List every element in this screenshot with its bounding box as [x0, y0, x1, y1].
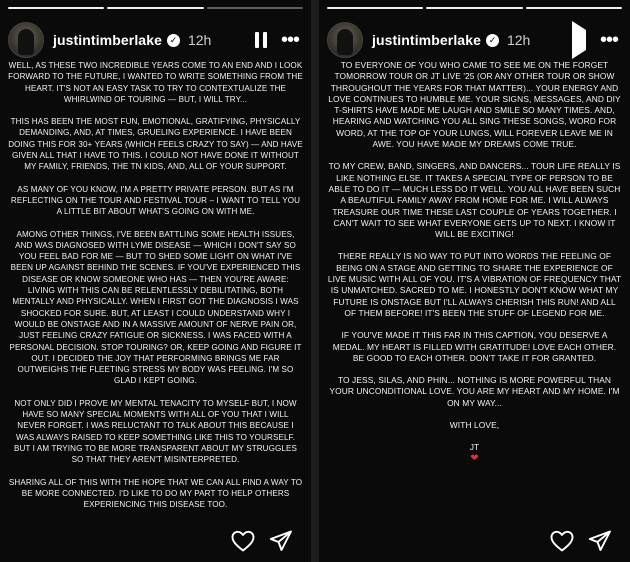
signature: JT [469, 442, 480, 453]
share-send-icon[interactable] [269, 530, 293, 552]
caption-paragraph: TO EVERYONE OF YOU WHO CAME TO SEE ME ON THE FORGET TOMORROW TOUR OR JT LIVE '25 (OR ANY OTHER TOUR OR SHOW THROUGHOUT THE YEARS FOR THAT MATTER)... YOUR ENERGY AND LOVE CONTINUES TO HUMBLE ME. YOUR SIGNS, MESSAGES, AND DIY T-SHIRTS HAVE MADE ME LAUGH AND SMILE SO MANY TIMES. AND, HEARING AND WATCHING YOU ALL SING THESE SONGS, WORD FOR WORD, AT THE TOP OF YOUR LUNGS, WILL FOREVER LEAVE ME IN AWE. YOU HAVE MADE MY DREAMS COME TRUE. [328, 60, 621, 150]
progress-segment [8, 7, 104, 9]
progress-segment [207, 7, 303, 9]
progress-segment [107, 7, 203, 9]
post-time: 12h [187, 32, 212, 48]
red-heart-icon: ❤ [470, 452, 479, 464]
post-time: 12h [506, 32, 531, 48]
story-actions [231, 530, 293, 552]
caption-paragraph: THIS HAS BEEN THE MOST FUN, EMOTIONAL, GRATIFYING, PHYSICALLY DEMANDING, AND, AT TIMES, GRUELING EXPERIENCE. I HAVE BEEN DOING THIS FOR 30+ YEARS (WHICH FEELS CRAZY TO SAY) — AND HAVE GIVEN ALL THAT I HAVE TO THIS. I COULD NOT HAVE DONE IT WITHOUT MY FAMILY, FRIENDS, THE TN KIDS, AND, ALL OF YOUR SUPPORT. [8, 117, 303, 172]
story-caption [8, 60, 303, 521]
story-header [8, 22, 303, 58]
caption-paragraph: THERE REALLY IS NO WAY TO PUT INTO WORDS THE FEELING OF BEING ON A STAGE AND GETTING TO SHARE THE EXPERIENCE OF LIVE MUSIC WITH ALL OF YOU. IT'S A VIBRATION OF FREQUENCY THAT IS UNMATCHED. SACRED TO ME. I HONESTLY DON'T KNOW WHAT MY FUTURE IS ONSTAGE BUT I'LL ALWAYS CHERISH THIS RUN! AND ALL OF THEM BEFORE! IT'S BEEN THE STUFF OF LEGEND FOR ME. [327, 251, 622, 318]
caption-paragraph: TO MY CREW, BAND, SINGERS, AND DANCERS... TOUR LIFE REALLY IS LIKE NOTHING ELSE. IT TAKES A SPECIAL TYPE OF PERSON TO BE ABLE TO DO IT — MUCH LESS DO IT WELL. YOU ALL HAVE BEEN SUCH A BEAUTIFUL FAMILY AWAY FROM HOME FOR ME. I WILL ALWAYS TREASURE OUR TIME THESE LAST COUPLE OF YEARS TOGETHER. I CAN'T WAIT TO SEE WHAT EVERYONE GETS UP TO NEXT. I KNOW IT WILL BE EXCITING! [328, 161, 621, 240]
progress-segment [526, 7, 622, 9]
share-send-icon[interactable] [588, 530, 612, 552]
username[interactable]: justintimberlake [372, 32, 481, 48]
verified-badge-icon: ✓ [486, 34, 499, 47]
story-caption [327, 60, 622, 464]
more-options-icon[interactable]: ••• [599, 29, 618, 51]
like-heart-icon[interactable] [550, 530, 574, 552]
caption-paragraph: NOT ONLY DID I PROVE MY MENTAL TENACITY TO MYSELF BUT, I NOW HAVE SO MANY SPECIAL MOMENTS WITH ALL OF YOU THAT I WILL NEVER FORGET. I WAS RELUCTANT TO TALK ABOUT THIS BECAUSE I WAS ALWAYS RAISED TO KEEP SOMETHING LIKE THIS TO YOURSELF. BUT I AM TRYING TO BE MORE TRANSPARENT ABOUT MY STRUGGLES SO THAT THEY AREN'T MISINTERPRETED. [13, 398, 298, 465]
username[interactable]: justintimberlake [53, 32, 162, 48]
caption-paragraph: AS MANY OF YOU KNOW, I'M A PRETTY PRIVATE PERSON. BUT AS I'M REFLECTING ON THE TOUR AND FESTIVAL TOUR – I WANT TO TELL YOU A LITTLE BIT ABOUT WHAT'S GOING ON WITH ME. [10, 184, 301, 217]
avatar[interactable] [8, 22, 44, 58]
story-actions [550, 530, 612, 552]
story-panel-left [0, 0, 311, 562]
progress-segment [327, 7, 423, 9]
like-heart-icon[interactable] [231, 530, 255, 552]
progress-segment [426, 7, 522, 9]
caption-signoff: WITH LOVE, [449, 420, 500, 431]
story-progress-bar [327, 7, 622, 9]
story-progress-bar [8, 7, 303, 9]
caption-paragraph: WELL, AS THESE TWO INCREDIBLE YEARS COME TO AN END AND I LOOK FORWARD TO THE FUTURE, I WANTED TO WRITE SOMETHING FROM THE HEART. IT'S NOT AN EASY TASK TO TRY TO CONTEXTUALIZE THE WHIRLWIND OF TOURING — BUT, I WILL TRY... [8, 61, 303, 104]
story-panel-right [319, 0, 630, 562]
caption-paragraph: TO JESS, SILAS, AND PHIN... NOTHING IS MORE POWERFUL THAN YOUR UNCONDITIONAL LOVE. YOU ARE MY HEART AND MY HOME. I'M ON MY WAY... [329, 375, 620, 408]
caption-paragraph: IF YOU'VE MADE IT THIS FAR IN THIS CAPTION, YOU DESERVE A MEDAL. MY HEART IS FILLED WITH GRATITUDE! LOVE EACH OTHER. BE GOOD TO EACH OTHER. DON'T TAKE IT FOR GRANTED. [332, 330, 617, 363]
story-header [327, 22, 622, 58]
caption-paragraph: AMONG OTHER THINGS, I'VE BEEN BATTLING SOME HEALTH ISSUES, AND WAS DIAGNOSED WITH LYME DISEASE — WHICH I DON'T SAY SO YOU FEEL BAD FOR ME — BUT TO SHED SOME LIGHT ON WHAT I'VE BEEN UP AGAINST BEHIND THE SCENES. IF YOU'VE EXPERIENCED THIS DISEASE OR KNOW SOMEONE WHO HAS — THEN YOU'RE AWARE: LIVING WITH THIS CAN BE RELENTLESSLY DEBILITATING, BOTH MENTALLY AND PHYSICALLY. WHEN I FIRST GOT THE DIAGNOSIS I WAS SHOCKED FOR SURE. BUT, AT LEAST I COULD UNDERSTAND WHY I WOULD BE ONSTAGE AND IN A MASSIVE AMOUNT OF NERVE PAIN OR, JUST FEELING CRAZY FATIGUE OR SICKNESS. I WAS FACED WITH A PERSONAL DECISION. STOP TOURING? OR, KEEP GOING AND FIGURE IT OUT. I DECIDED THE JOY THAT PERFORMING BRINGS ME FAR OUTWEIGHS THE FLEETING STRESS MY BODY WAS FEELING. I'M SO GLAD I KEPT GOING. [9, 229, 302, 386]
story-divider [311, 0, 319, 562]
caption-paragraph: SHARING ALL OF THIS WITH THE HOPE THAT WE CAN ALL FIND A WAY TO BE MORE CONNECTED. I'D LIKE TO DO MY PART TO HELP OTHERS EXPERIENCING THIS DISEASE TOO. [8, 477, 303, 510]
avatar[interactable] [327, 22, 363, 58]
play-icon[interactable] [572, 31, 586, 49]
pause-icon[interactable] [255, 32, 267, 48]
more-options-icon[interactable]: ••• [280, 29, 299, 51]
verified-badge-icon: ✓ [167, 34, 180, 47]
